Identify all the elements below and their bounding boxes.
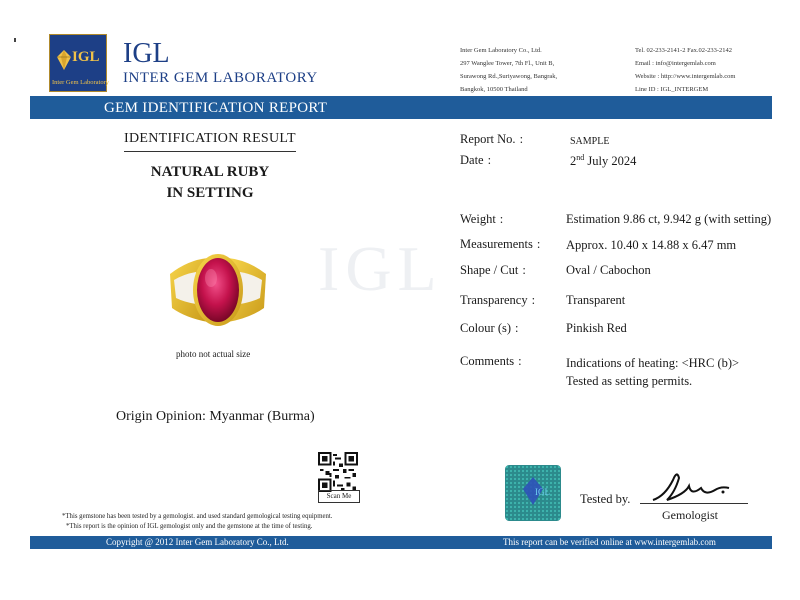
contact-website: Website : http://www.intergemlab.com: [635, 73, 736, 80]
corner-mark: [14, 38, 16, 42]
ruby-ring-photo: [168, 244, 268, 336]
comments-line: Tested as setting permits.: [566, 374, 693, 388]
comments-value: [566, 354, 739, 390]
logo-subtitle: Inter Gem Laboratory: [52, 79, 110, 86]
transparency-label: Transparency :: [460, 293, 536, 307]
transparency-value: Transparent: [566, 293, 626, 307]
heading-underline: [124, 151, 296, 152]
gem-identification: [120, 162, 300, 204]
date-value: 2nd July 2024: [570, 153, 637, 169]
weight-value: Estimation 9.86 ct, 9.942 g (with setting): [566, 212, 772, 226]
origin-opinion: Origin Opinion: Myanmar (Burma): [116, 409, 315, 424]
weight-label: Weight :: [460, 212, 504, 226]
comments-line: Indications of heating: <HRC (b)>: [566, 356, 740, 370]
contact-line-id: Line ID : IGL_INTERGEM: [635, 86, 709, 93]
verify-online-link[interactable]: This report can be verified online at www.intergemlab.com: [503, 537, 716, 547]
comments-label: Comments :: [460, 354, 522, 368]
measurements-value: Approx. 10.40 x 14.88 x 6.47 mm: [566, 238, 737, 252]
date-label: Date :: [460, 153, 492, 167]
disclaimer-testing: *This gemstone has been tested by a gemologist. and used standard gemological testing equipment.: [62, 513, 333, 520]
tested-by-label: Tested by.: [580, 492, 631, 506]
gem-name: NATURAL RUBY: [150, 164, 270, 180]
disclaimer-opinion: *This report is the opinion of IGL gemologist only and the gemstone at the time of testing.: [66, 523, 313, 530]
address-line: Inter Gem Laboratory Co., Ltd.: [460, 47, 542, 54]
gem-setting: IN SETTING: [166, 185, 254, 201]
measurements-label: Measurements :: [460, 237, 541, 251]
hologram-seal-icon: [505, 465, 561, 521]
qr-code[interactable]: [318, 452, 358, 492]
photo-note: photo not actual size: [176, 349, 251, 359]
shape-label: Shape / Cut :: [460, 263, 526, 277]
lab-address: [460, 44, 557, 96]
colour-value: Pinkish Red: [566, 321, 627, 335]
gemologist-label: Gemologist: [662, 508, 718, 522]
lab-contact: [635, 44, 735, 96]
shape-value: Oval / Cabochon: [566, 263, 651, 277]
report-title: GEM IDENTIFICATION REPORT: [104, 100, 328, 116]
logo-abbr: IGL: [72, 49, 100, 65]
svg-text:IGL: IGL: [535, 487, 550, 497]
identification-heading: IDENTIFICATION RESULT: [124, 131, 296, 146]
lab-logo: [49, 34, 110, 92]
signature-line: [640, 503, 748, 504]
copyright: Copyright @ 2012 Inter Gem Laboratory Co., Ltd.: [106, 537, 289, 547]
brand-name: INTER GEM LABORATORY: [123, 70, 318, 86]
gem-icon: [56, 49, 72, 71]
brand-abbr: IGL: [123, 38, 170, 69]
report-no-label: Report No. :: [460, 132, 524, 146]
watermark: IGL: [318, 233, 443, 304]
scan-me-label: Scan Me: [318, 490, 360, 503]
address-line: Bangkok, 10500 Thailand: [460, 86, 528, 93]
address-line: Surawong Rd.,Suriyawong, Bangrak,: [460, 73, 558, 80]
signature: [645, 466, 755, 506]
colour-label: Colour (s) :: [460, 321, 519, 335]
address-line: 297 Wanglee Tower, 7th Fl., Unit B,: [460, 60, 555, 67]
contact-email: Email : info@intergemlab.com: [635, 60, 716, 67]
contact-phone: Tel. 02-233-2141-2 Fax.02-233-2142: [635, 47, 733, 54]
report-no-value: SAMPLE: [570, 136, 610, 147]
